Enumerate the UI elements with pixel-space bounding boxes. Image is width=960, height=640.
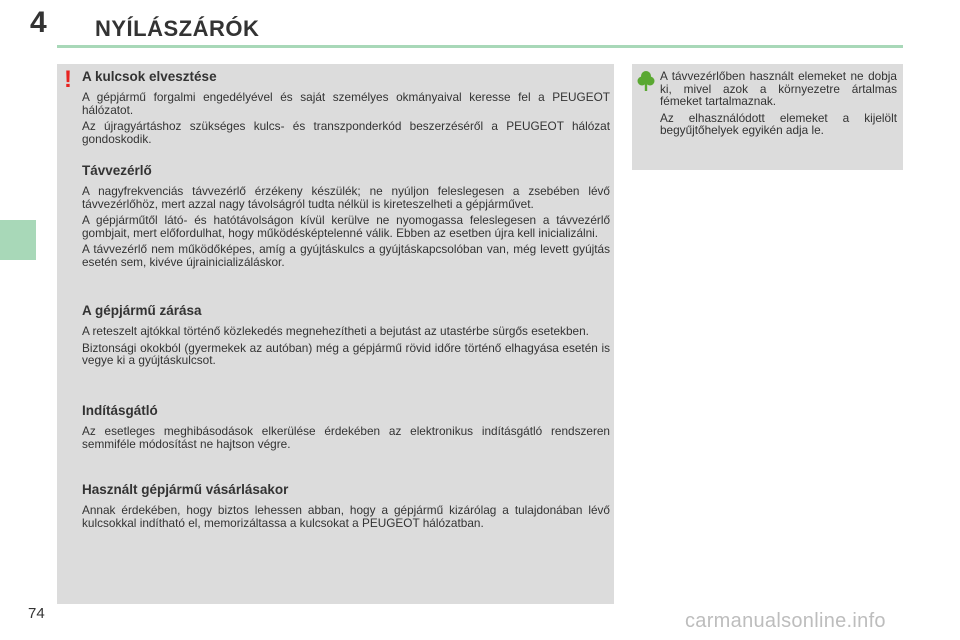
paragraph: Annak érdekében, hogy biztos lehessen abban, hogy a gépjármű kizárólag a tulajdonában lévő kulcsokkal indítható el, memorizáltassa a kulcsokat a PEUGEOT hálózatban. (82, 503, 610, 530)
paragraph: A gépjármű forgalmi engedélyével és saját személyes okmányaival keresse fel a PEUGEOT hálózatot. (82, 90, 610, 117)
paragraph: Az esetleges meghibásodások elkerülése érdekében az elektronikus indításgátló rendszeren semmiféle módosítást ne hajtson végre. (82, 424, 610, 451)
section-locking (82, 303, 610, 367)
chapter-title: NYÍLÁSZÁRÓK (95, 16, 260, 41)
chapter-number: 4 (30, 6, 47, 39)
paragraph: A nagyfrekvenciás távvezérlő érzékeny készülék; ne nyúljon feleslegesen a zsebében lévő távvezérlőhöz, mert azzal nagy távolságról tudta nélkül is kireteszelheti a gépjárművet. (82, 184, 610, 211)
section-remote (82, 163, 610, 268)
paragraph: A távvezérlőben használt elemeket ne dobja ki, mivel azok a környezetre ártalmas fémeket tartalmaznak. (660, 69, 897, 108)
header-rule (57, 45, 903, 48)
watermark: carmanualsonline.info (685, 610, 886, 632)
paragraph: A reteszelt ajtókkal történő közlekedés megnehezítheti a bejutást az utastérbe sürgős esetekben. (82, 324, 589, 338)
tree-icon (637, 70, 655, 97)
paragraph: Biztonsági okokból (gyermekek az autóban) még a gépjármű rövid időre történő elhagyása esetén is vegye ki a gyújtáskulcsot. (82, 340, 610, 367)
section-title: Használt gépjármű vásárlásakor (82, 482, 289, 497)
section-title: A gépjármű zárása (82, 303, 202, 318)
section-lost-keys (82, 69, 610, 145)
paragraph: A távvezérlő nem működőképes, amíg a gyújtáskulcs a gyújtáskapcsolóban van, még levett gyújtás esetén sem, kivéve újrainicializáláskor. (82, 242, 610, 269)
paragraph: A gépjárműtől látó- és hatótávolságon kívül kerülve ne nyomogassa feleslegesen a távvezérlő gombjait, mert előfordulhat, hogy működésképtelenné válik. Ebben az esetben újra kell inicializálni. (82, 213, 610, 240)
page-number: 74 (28, 605, 45, 622)
chapter-side-tab (0, 220, 36, 260)
section-title: Távvezérlő (82, 163, 152, 178)
section-used-car (82, 482, 610, 529)
section-immobiliser (82, 403, 610, 450)
exclamation-icon: ! (64, 66, 72, 93)
section-title: Indításgátló (82, 403, 158, 418)
eco-note (660, 70, 897, 137)
paragraph: Az elhasználódott elemeket a kijelölt begyűjtőhelyek egyikén adja le. (660, 110, 897, 137)
paragraph: Az újragyártáshoz szükséges kulcs- és transzponderkód beszerzéséről a PEUGEOT hálózat gondoskodik. (82, 119, 610, 146)
section-title: A kulcsok elvesztése (82, 69, 217, 84)
